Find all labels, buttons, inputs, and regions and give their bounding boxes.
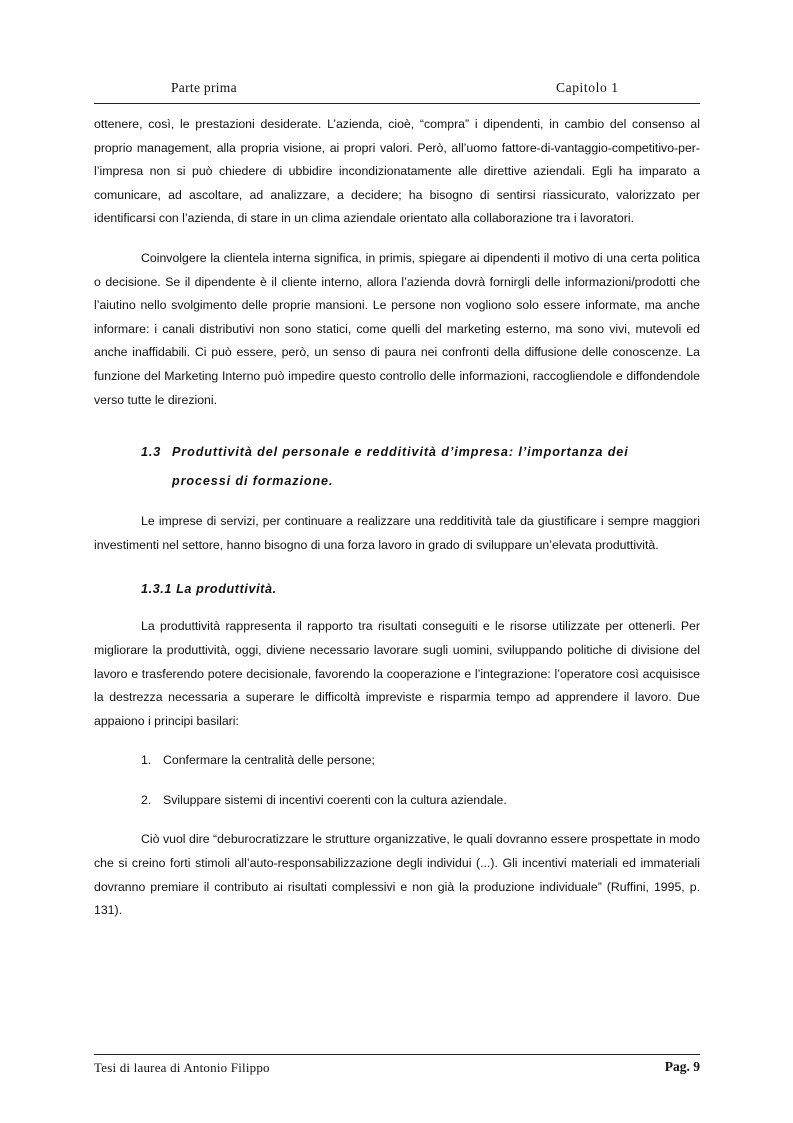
section-title-line1: Produttività del personale e redditività d’impresa: l’importanza dei xyxy=(172,445,629,460)
header-rule xyxy=(94,103,700,104)
list-item xyxy=(94,789,700,813)
section-number: 1.3 xyxy=(141,445,162,460)
footer-thesis-author: Tesi di laurea di Antonio Filippo xyxy=(94,1060,270,1075)
list-text: Sviluppare sistemi di incentivi coerenti con la cultura aziendale. xyxy=(163,792,507,807)
list-item xyxy=(94,749,700,773)
list-marker: 2. xyxy=(141,792,152,807)
paragraph-3: Le imprese di servizi, per continuare a realizzare una redditività tale da giustificare i sempre maggiori investimenti nel settore, hanno bisogno di una forza lavoro in grado di sviluppare un’elevata produttività. xyxy=(94,514,700,552)
list-marker: 1. xyxy=(141,753,152,768)
subsection-heading: 1.3.1 La produttività. xyxy=(141,582,277,597)
paragraph-1: ottenere, così, le prestazioni desiderate. L’azienda, cioè, “compra” i dipendenti, in cambio del consenso al proprio management, alla propria visione, ai propri valori. Però, all’uomo fattore-di-vantaggio-competitivo-per-l’impresa non si può chiedere di ubbidire incondizionatamente alle direttive aziendali. Egli ha imparato a comunicare, ad ascoltare, ad analizzare, a decidere; ha bisogno di sentirsi riassicurato, valorizzato per identificarsi con l’azienda, di stare in un clima aziendale orientato alla collaborazione tra i lavoratori. xyxy=(94,117,700,226)
running-header-chapter: Capitolo 1 xyxy=(556,80,619,95)
paragraph-2: Coinvolgere la clientela interna significa, in primis, spiegare ai dipendenti il motivo di una certa politica o decisione. Se il dipendente è il cliente interno, allora l’azienda dovrà fornirgli delle informazioni/prodotti che l’aiutino nello svolgimento delle proprie mansioni. Le persone non vogliono solo essere informate, ma anche informare: i canali distributivi non sono statici, come quelli del marketing esterno, ma sono vivi, mutevoli ed anche inaffidabili. Ci può essere, però, un senso di paura nei confronti della diffusione delle conoscenze. La funzione del Marketing Interno può impedire questo controllo delle informazioni, raccogliendole e diffondendole verso tutte le direzioni. xyxy=(94,250,700,407)
paragraph-5: Ciò vuol dire “deburocratizzare le strutture organizzative, le quali dovranno essere prospettate in modo che si creino forti stimoli all’auto-responsabilizzazione degli individui (...). Gli incentivi materiali ed immateriali dovranno premiare il contributo ai risultati complessivi e non già la produzione individuale” (Ruffini, 1995, p. 131). xyxy=(94,832,700,918)
paragraph-4: La produttività rappresenta il rapporto tra risultati conseguiti e le risorse utilizzate per ottenerli. Per migliorare la produttività, oggi, diviene necessario lavorare sugli uomini, sviluppando politiche di divisione del lavoro e trasferendo potere decisionale, favorendo la cooperazione e l’integrazione: l’operatore così acquisisce la destrezza necessaria a superare le difficoltà impreviste e risparmia tempo ad apprendere il lavoro. Due appaiono i principi basilari: xyxy=(94,619,700,728)
list-text: Confermare la centralità delle persone; xyxy=(163,753,375,768)
page-number: Pag. 9 xyxy=(664,1059,700,1074)
section-heading xyxy=(94,438,700,496)
running-header-part: Parte prima xyxy=(171,80,237,95)
section-title-line2: processi di formazione. xyxy=(172,474,334,489)
footer-rule xyxy=(94,1054,700,1055)
page-body xyxy=(94,113,700,923)
